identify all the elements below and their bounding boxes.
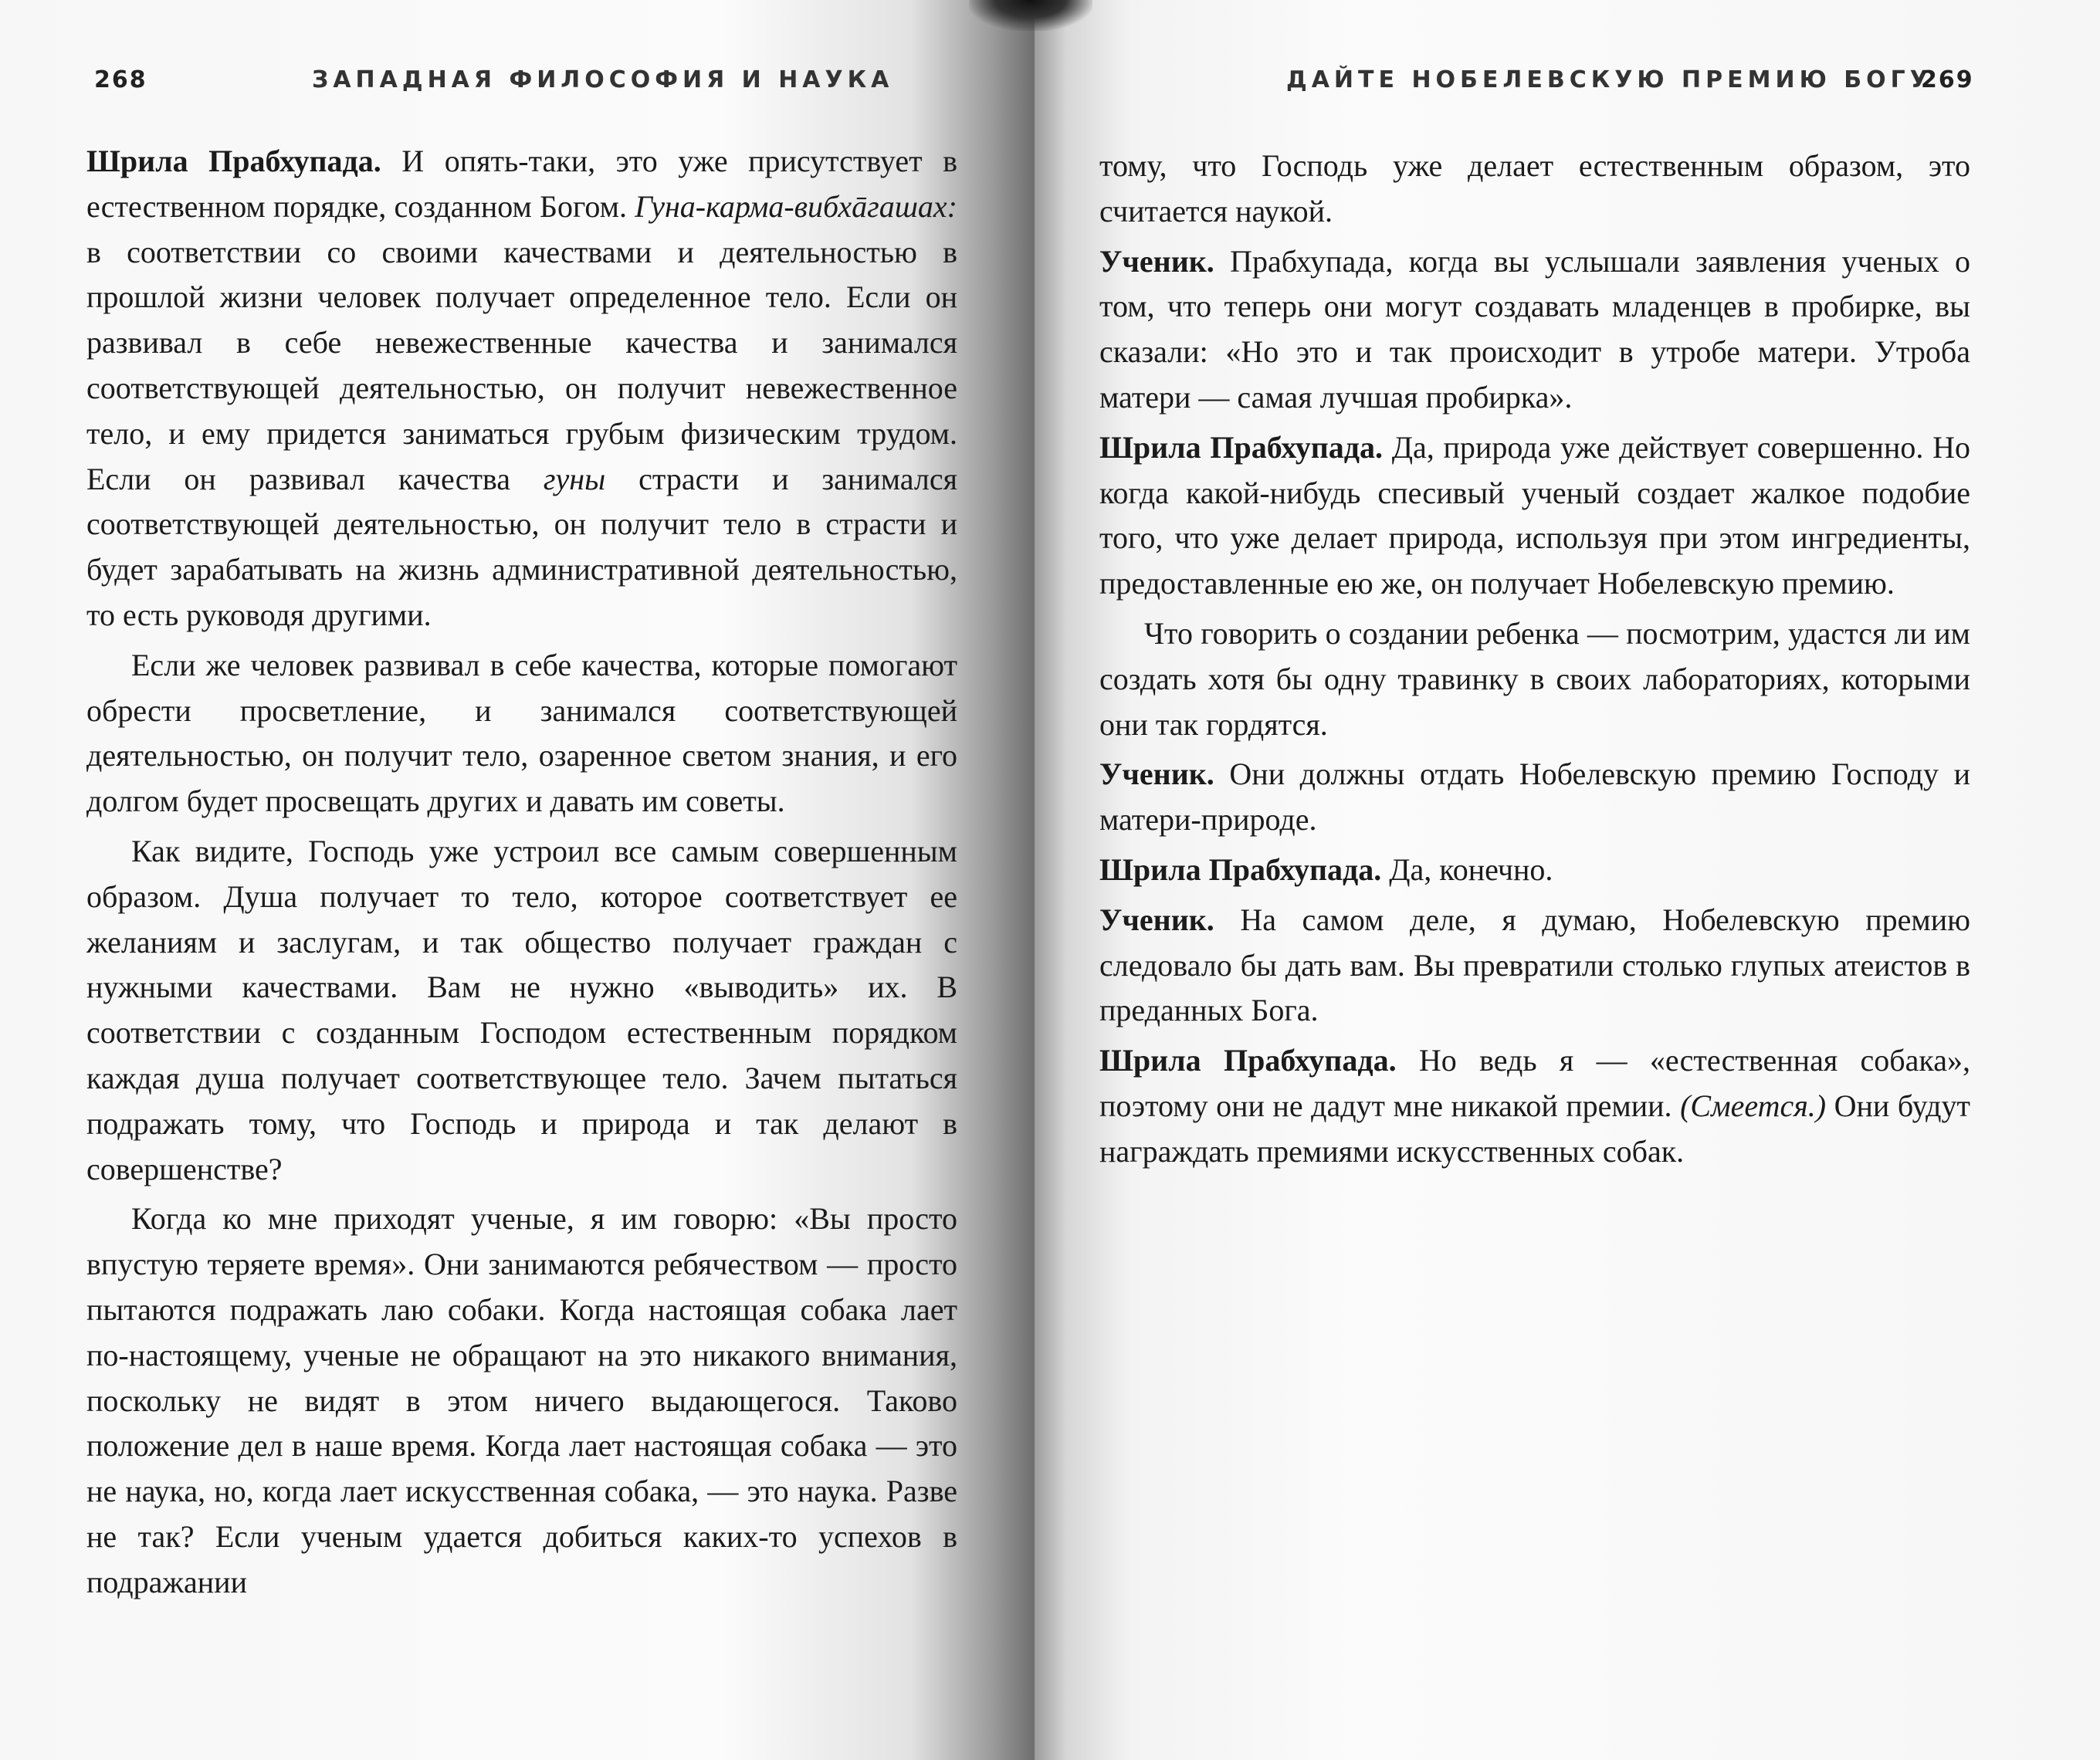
- italic-remark: (Смеется.): [1680, 1088, 1827, 1123]
- dialogue-line: [1099, 425, 1970, 607]
- paragraph: Если же человек развивал в себе качества, которые помогают обрести просветление, и занимался соответствующей деятельностью, он получит тело, озаренное светом знания, и его долгом будет просвещать других и давать им советы.: [86, 647, 957, 819]
- speaker-label: Ученик.: [1099, 756, 1214, 792]
- dialogue-line: [1099, 752, 1970, 843]
- paragraph: Как видите, Господь уже устроил все самым совершенным образом. Душа получает то тело, которое соответствует ее желаниям и заслугам, и так общество получает граждан с нужными качествами. Вам не нужно «выводить» их. В соответствии с созданным Господом естественным порядком каждая душа получает соответствующее тело. Зачем пытаться подражать тому, что Господь и природа и так делают в совершенстве?: [86, 833, 957, 1186]
- speaker-label: Шрила Прабхупада.: [1099, 1043, 1397, 1078]
- speaker-label: Шрила Прабхупада.: [1099, 851, 1382, 887]
- paragraph: тому, что Господь уже делает естественным образом, это считается наукой.: [1099, 148, 1970, 228]
- speaker-label: Ученик.: [1099, 902, 1214, 937]
- paragraph: Когда ко мне приходят ученые, я им говорю: «Вы просто впустую теряете время». Они занимаются ребячеством — просто пытаются подражать лаю собаки. Когда настоящая собака лает по-настоящему, ученые не обращают на это никакого внимания, поскольку не видят в этом ничего выдающегося. Таково положение дел в наше время. Когда лает настоящая собака — это не наука, но, когда лает искусственная собака, — это наука. Разве не так? Если ученым удается добиться каких-то успехов в подражании: [86, 1201, 957, 1599]
- text-run: Прабхупада, когда вы услышали заявления ученых о том, что теперь они могут создавать младенцев в пробирке, вы сказали: «Но это и так происходит в утробе матери. Утроба матери — самая лучшая пробирка».: [1099, 243, 1970, 415]
- running-head-right: ДАЙТЕ НОБЕЛЕВСКУЮ ПРЕМИЮ БОГУ: [1286, 66, 1932, 93]
- right-text-block: [1099, 144, 1970, 1180]
- text-run: Да, конечно.: [1381, 851, 1553, 887]
- text-run: Да, природа уже действует совершенно. Но когда какой-нибудь спесивый ученый создает жалкое подобие того, что уже делает природа, используя при этом ингредиенты, предоставленные ею же, он получает Нобелевскую премию.: [1099, 429, 1970, 601]
- text-run: в соответствии со своими качествами и деятельностью в прошлой жизни человек получает определенное тело. Если он развивал в себе невежественные качества и занимался соответствующей деятельностью, он получит невежественное тело, и ему придется заниматься грубым физическим трудом. Если он развивал качества: [86, 234, 957, 496]
- dialogue-line: [1099, 1038, 1970, 1174]
- text-run: Они будут награждать премиями искусственных собак.: [1099, 1088, 1970, 1169]
- dialogue-line: [1099, 898, 1970, 1034]
- dialogue-line: [1099, 848, 1970, 893]
- binding-shadow: [969, 0, 1092, 31]
- text-run: На самом деле, я думаю, Нобелевскую премию следовало бы дать вам. Вы превратили столько глупых атеистов в преданных Бога.: [1099, 902, 1970, 1028]
- text-run: страсти и занимался соответствующей деятельностью, он получит тело в страсти и будет зарабатывать на жизнь административной деятельностью, то есть руководя другими.: [86, 461, 957, 632]
- italic-term: гуны: [543, 461, 606, 496]
- left-text-block: [86, 139, 957, 1610]
- dialogue-line: [1099, 239, 1970, 421]
- italic-term: Гуна-карма-вибхāгашах:: [635, 188, 957, 224]
- speaker-label: Шрила Прабхупада.: [1099, 429, 1383, 465]
- paragraph: [86, 139, 957, 638]
- paragraph: Что говорить о создании ребенка — посмотрим, удастся ли им создать хотя бы одну травинку в своих лабораториях, которыми они так гордятся.: [1099, 615, 1970, 742]
- page-number-right: 269: [1921, 66, 1974, 93]
- text-run: Они должны отдать Нобелевскую премию Господу и матери-природе.: [1099, 756, 1970, 838]
- speaker-label: Шрила Прабхупада.: [86, 144, 381, 178]
- speaker-label: Ученик.: [1099, 243, 1214, 279]
- page-number-left: 268: [94, 66, 147, 93]
- text-run: И опять-таки, это уже присутствует в естественном порядке, созданном Богом.: [86, 144, 957, 224]
- left-page: [0, 0, 1035, 1760]
- text-run: Но ведь я — «естественная собака», поэтому они не дадут мне никакой премии.: [1099, 1043, 1970, 1123]
- running-head-left: ЗАПАДНАЯ ФИЛОСОФИЯ И НАУКА: [312, 66, 894, 93]
